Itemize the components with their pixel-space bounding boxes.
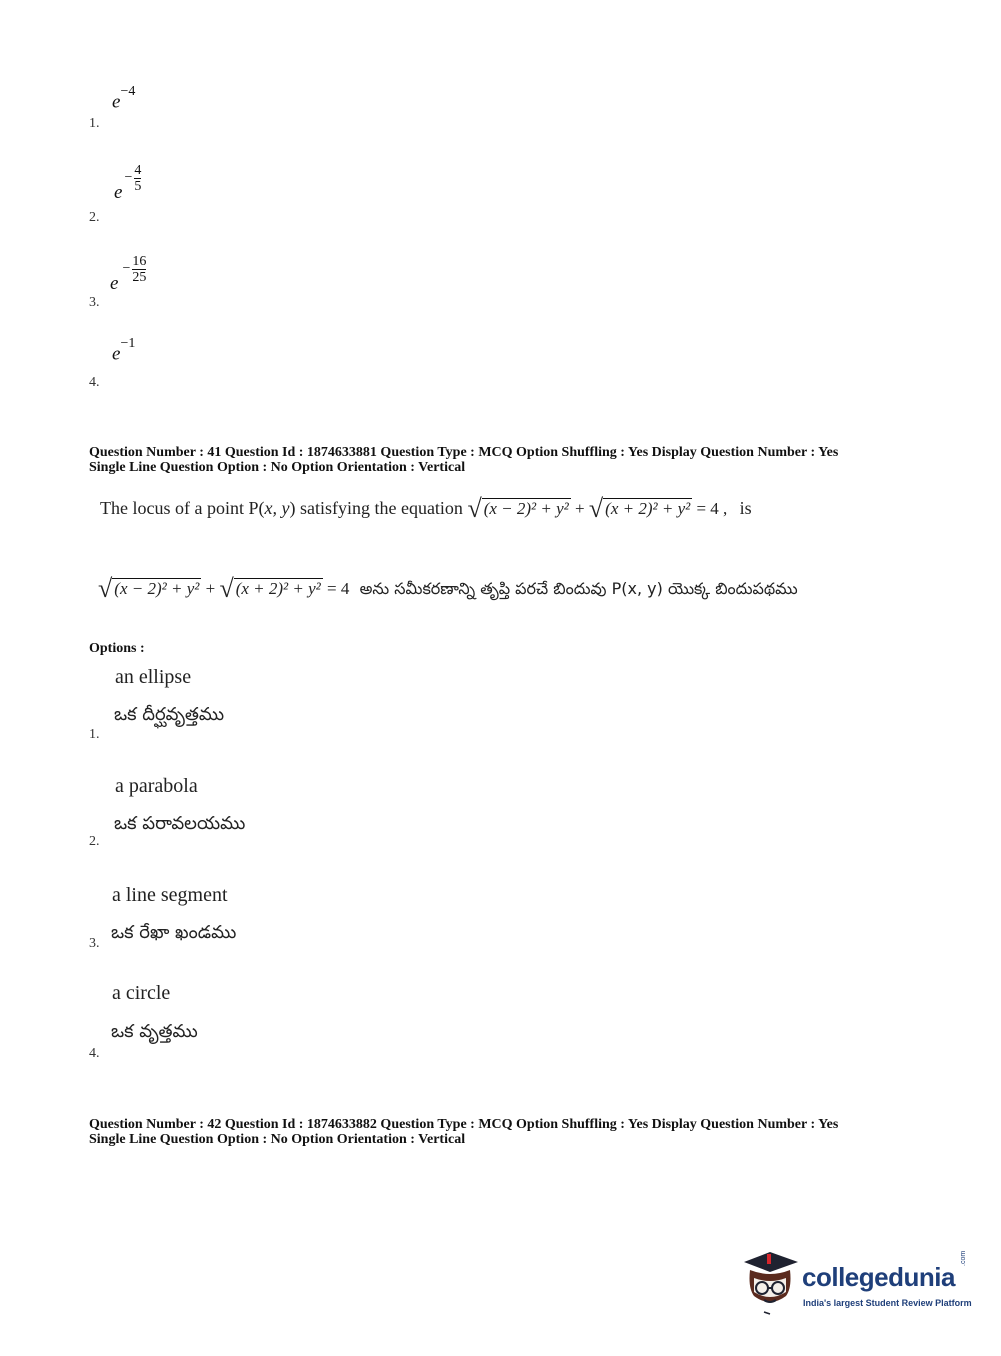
prev-option-2-number: 2. xyxy=(89,210,100,225)
option-4-english[interactable]: a circle xyxy=(112,982,171,1004)
prev-option-3-expr: e − $\frac{16}{25}$ xyxy=(110,254,147,294)
option-1-number: 1. xyxy=(89,727,100,742)
option-1-telugu[interactable]: ఒక దీర్ఘవృత్తము xyxy=(114,704,225,725)
option-3-telugu[interactable]: ఒక రేఖా ఖండము xyxy=(111,922,237,943)
equation-telugu: √ (x − 2)² + y² + √ (x + 2)² + y² = 4 xyxy=(98,574,350,603)
option-2-english[interactable]: a parabola xyxy=(115,775,198,797)
prev-option-4-number: 4. xyxy=(89,375,100,390)
question-41-text-english: The locus of a point P(x, y) satisfying the equation √ (x − 2)² + y² + √ (x + 2)² + y² = 4 , is xyxy=(100,494,752,523)
prev-option-1-number: 1. xyxy=(89,116,100,131)
option-3-number: 3. xyxy=(89,936,100,951)
option-1-english[interactable]: an ellipse xyxy=(115,666,192,688)
option-4-number: 4. xyxy=(89,1046,100,1061)
prev-option-4-expr: $e^{-1}$ xyxy=(112,336,136,365)
question-41-meta-line-1: Question Number : 41 Question Id : 1874633881 Question Type : MCQ Option Shuffling : Yes Display Question Number : Yes xyxy=(89,445,839,460)
question-41-meta-line-2: Single Line Question Option : No Option Orientation : Vertical xyxy=(89,460,466,475)
equation: √ (x − 2)² + y² + √ (x + 2)² + y² = 4 , xyxy=(467,494,728,523)
question-42-meta-line-2: Single Line Question Option : No Option Orientation : Vertical xyxy=(89,1132,466,1147)
collegedunia-logo[interactable] xyxy=(740,1248,970,1318)
logo-tagline: India's largest Student Review Platform xyxy=(803,1298,972,1308)
prev-option-2-expr: e − $\frac{4}{5}$ xyxy=(114,163,142,203)
option-3-english[interactable]: a line segment xyxy=(112,884,228,906)
logo-name: collegedunia xyxy=(802,1262,955,1292)
option-2-telugu[interactable]: ఒక పరావలయము xyxy=(114,813,246,834)
question-41-text-telugu: √ (x − 2)² + y² + √ (x + 2)² + y² = 4 అను సమీకరణాన్ని తృప్తి పరచే బిందువు P(x, y) యొక్క బిందుపథము xyxy=(98,574,798,603)
options-label: Options : xyxy=(89,641,145,656)
option-2-number: 2. xyxy=(89,834,100,849)
prev-option-3-number: 3. xyxy=(89,295,100,310)
student-mascot-icon xyxy=(740,1248,800,1316)
logo-com: .com xyxy=(960,1250,967,1266)
prev-option-1-expr: $e^{-4}$ xyxy=(112,84,136,113)
option-4-telugu[interactable]: ఒక వృత్తము xyxy=(111,1021,198,1042)
question-42-meta-line-1: Question Number : 42 Question Id : 1874633882 Question Type : MCQ Option Shuffling : Yes Display Question Number : Yes xyxy=(89,1117,839,1132)
